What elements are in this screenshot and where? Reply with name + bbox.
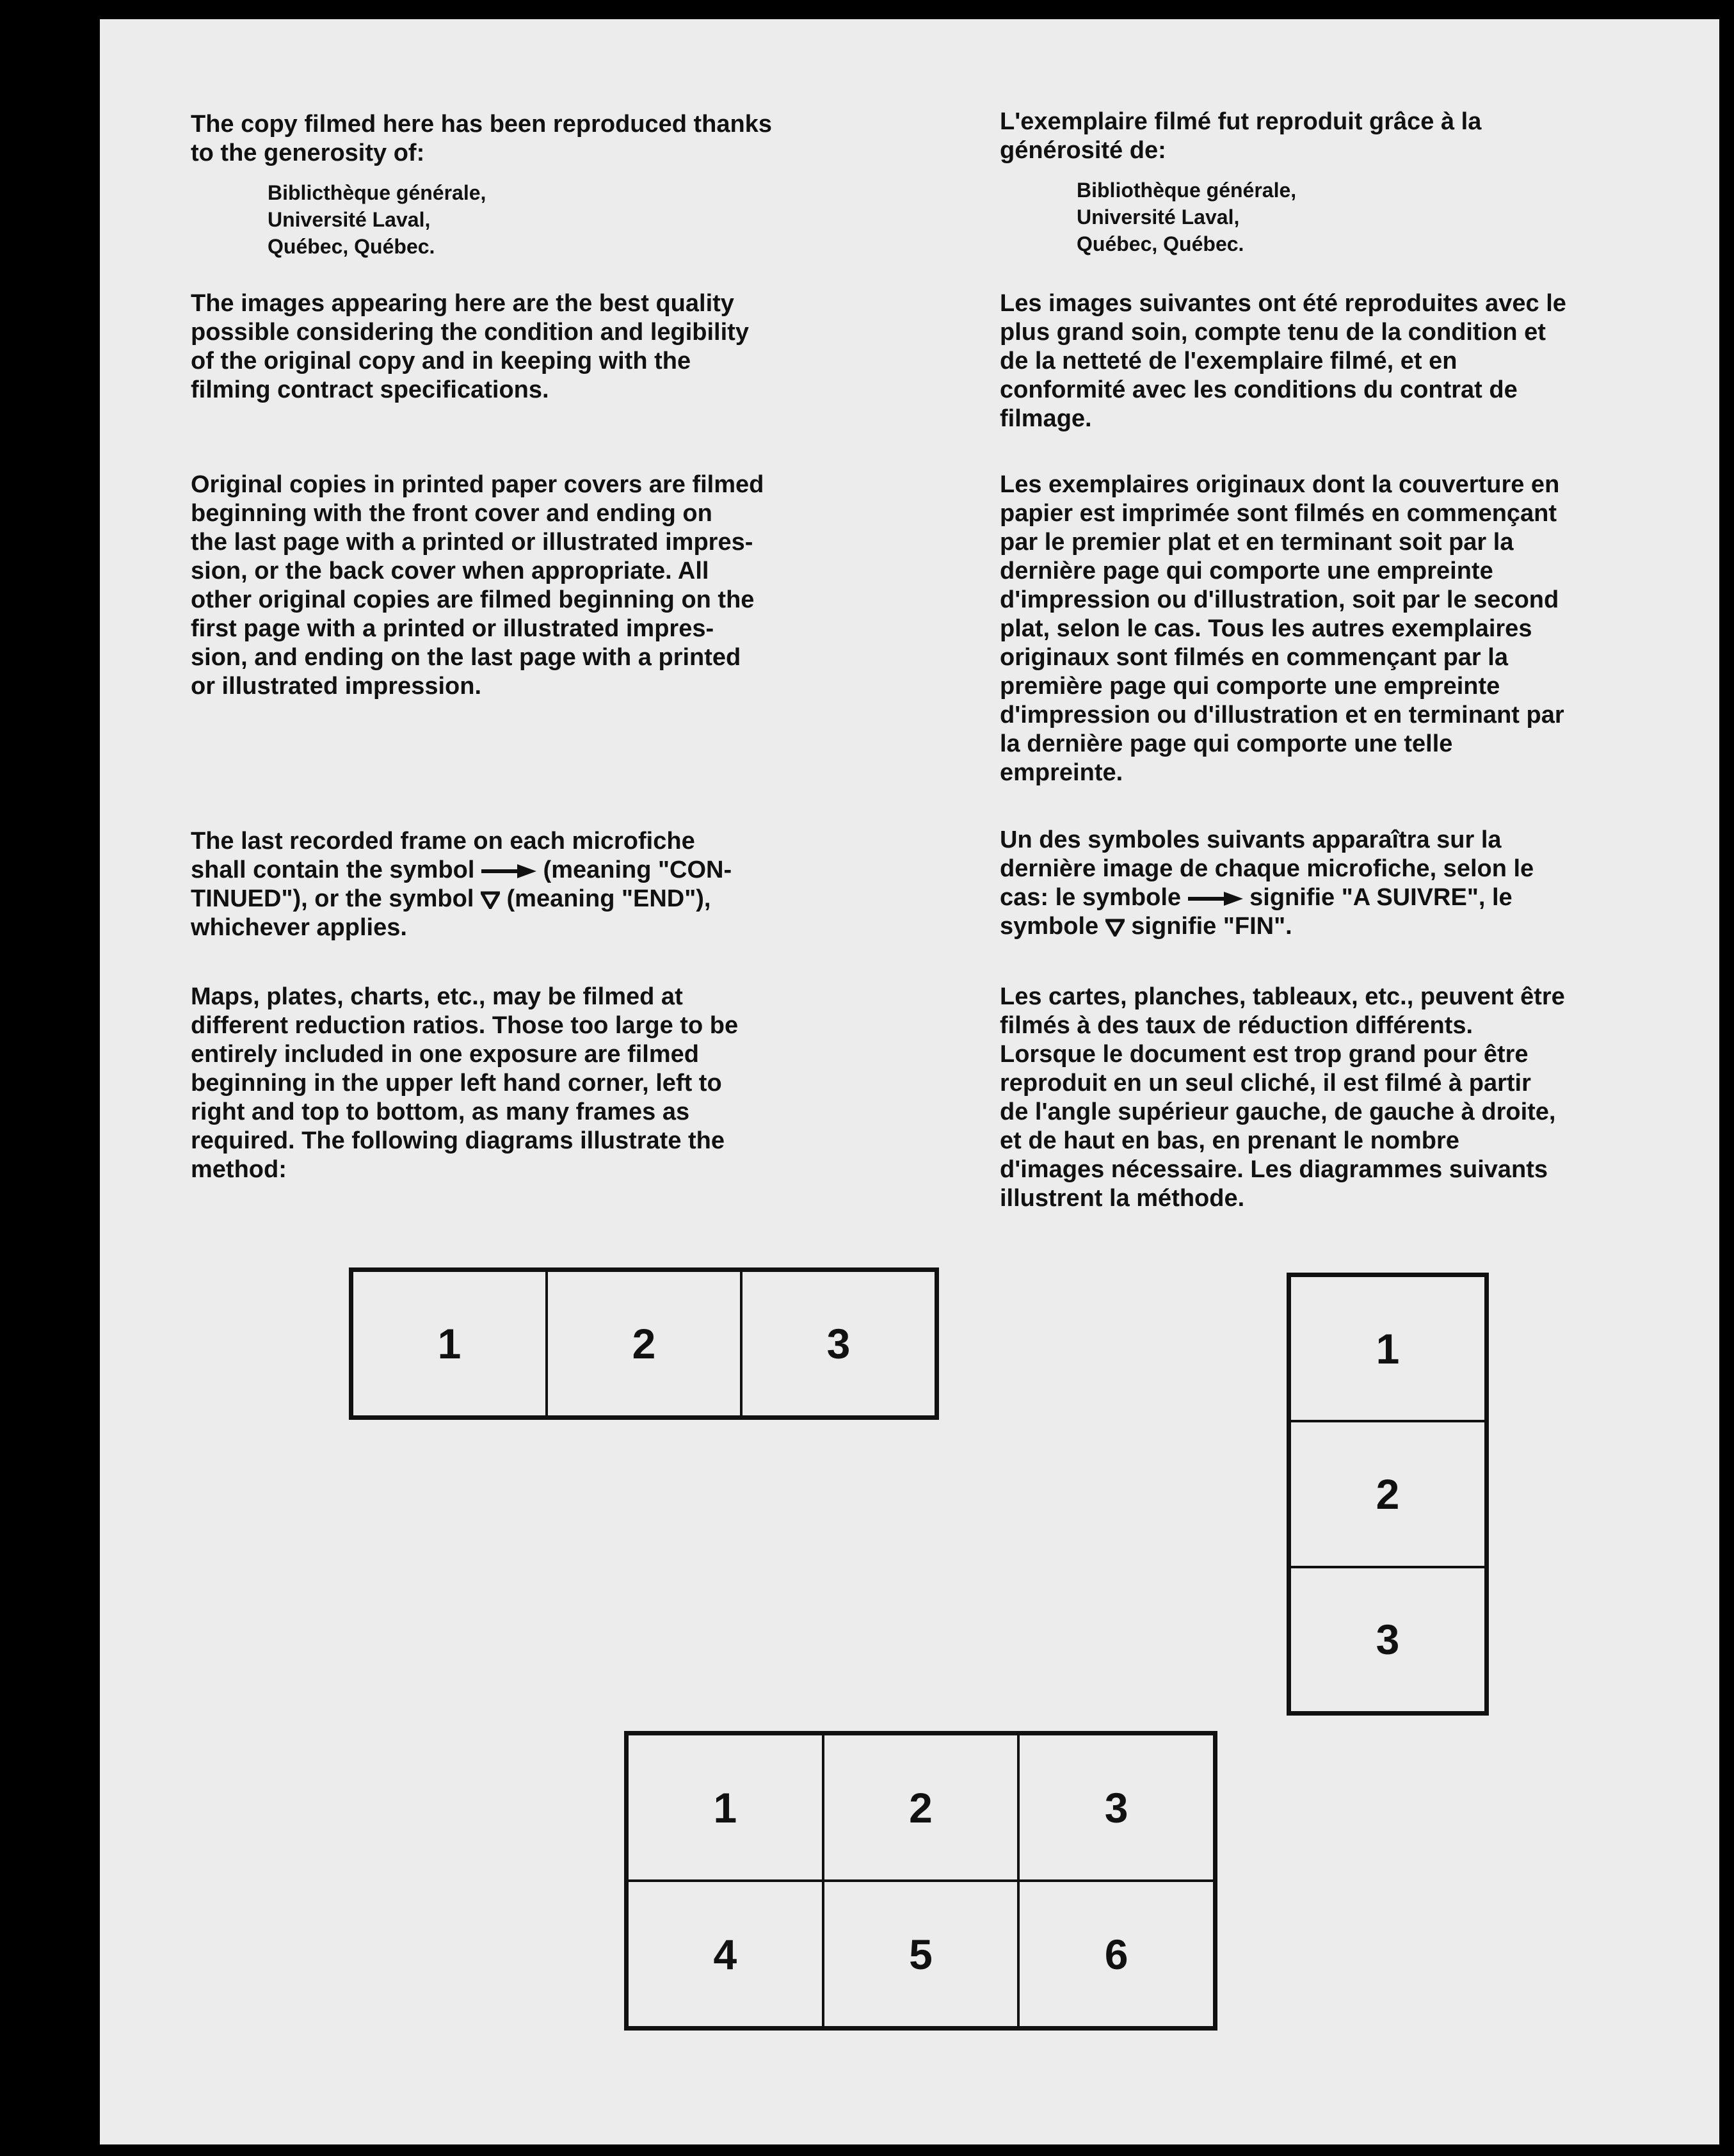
frame-cell: 3 [741,1271,936,1417]
right-quality-text: Les images suivantes ont été reproduites avec le plus grand soin, compte tenu de la condition et de la netteté de l'exemplaire filmé, et en conformité avec les conditions du contrat de filmage. [1000,290,1566,432]
right-symbols-block [1000,826,1678,941]
right-symbols-part1: Un des symboles suivants apparaîtra sur la dernière image de chaque microfiche, selon le cas: le symbole [1000,826,1534,911]
left-library-address: Biblicthèque générale, Université Laval, Québec, Québec. [268,181,486,258]
left-maps-text: Maps, plates, charts, etc., may be filmed at different reduction ratios. Those too large to be entirely included in one exposure are filmed beginning in the upper left hand corner, left to right and top to bottom, as many frames as required. The following diagrams illustrate the method: [191,983,739,1183]
right-quality-block [1000,289,1678,433]
arrow-continued-icon [481,864,536,878]
right-credit-text: L'exemplaire filmé fut reproduit grâce à la générosité de: [1000,108,1482,164]
frame-cell: 2 [823,1734,1019,1881]
left-symbols-part3: (meaning "END"), whichever applies. [191,885,711,941]
grid-frames-diagram [624,1731,1217,2031]
left-symbols-block [191,827,869,942]
left-symbols-part2: (meaning "CON- TINUED"), or the symbol [191,857,732,912]
vertical-frames-diagram [1287,1273,1489,1716]
right-symbols-text [1000,826,1678,941]
right-covers-text: Les exemplaires originaux dont la couverture en papier est imprimée sont filmés en commençant par le premier plat et en terminant soit par la dernière page qui comporte une empreinte d'impression ou d'illustration, soit par le second plat, selon le cas. Tous les autres exemplaires originaux sont filmés en commençant par la première page qui comporte une empreinte d'impression ou d'illustration et en terminant par la dernière page qui comporte une telle empreinte. [1000,471,1564,786]
left-symbols-text [191,827,869,942]
frame-cell: 1 [352,1271,547,1417]
left-symbols-part1: The last recorded frame on each microfiche shall contain the symbol [191,828,695,883]
frame-cell: 2 [547,1271,741,1417]
left-maps-block [191,983,869,1184]
right-library-address: Bibliothèque générale, Université Laval, Québec, Québec. [1077,179,1297,255]
right-maps-text: Les cartes, planches, tableaux, etc., peuvent être filmés à des taux de réduction différents. Lorsque le document est trop grand pour être reproduit en un seul cliché, il est filmé à partir de l'angle supérieur gauche, de gauche à droite, et de haut en bas, en prenant le nombre d'images nécessaire. Les diagrammes suivants illustrent la méthode. [1000,983,1565,1212]
frame-cell: 5 [823,1881,1019,2027]
left-covers-block [191,471,869,701]
right-covers-block [1000,471,1678,787]
frame-cell: 1 [1290,1276,1486,1421]
arrow-continued-icon [1188,892,1243,906]
triangle-end-icon [1105,919,1125,937]
horizontal-frames-diagram [349,1267,939,1420]
left-covers-text: Original copies in printed paper covers are filmed beginning with the front cover and ending on the last page with a printed or illustrated impres- sion, or the back cover when appropriate. All other original copies are filmed beginning on the first page with a printed or illustrated impres- sion, and ending on the last page with a printed or illustrated impression. [191,471,764,700]
frame-cell: 3 [1018,1734,1214,1881]
frame-cell: 3 [1290,1567,1486,1712]
frame-cell: 1 [627,1734,823,1881]
left-column [191,110,869,260]
right-symbols-part3: signifie "FIN". [1124,913,1292,940]
frame-cell: 2 [1290,1421,1486,1566]
right-symbols-part2: signifie "A SUIVRE", le symbole [1000,884,1513,940]
frame-cell: 6 [1018,1881,1214,2027]
right-maps-block [1000,983,1678,1213]
left-credit-text: The copy filmed here has been reproduced thanks to the generosity of: [191,111,773,166]
triangle-end-icon [481,891,500,909]
left-quality-block [191,289,869,405]
right-column [1000,108,1678,257]
frame-cell: 4 [627,1881,823,2027]
left-quality-text: The images appearing here are the best quality possible considering the condition and legibility of the original copy and in keeping with the filming contract specifications. [191,290,749,403]
